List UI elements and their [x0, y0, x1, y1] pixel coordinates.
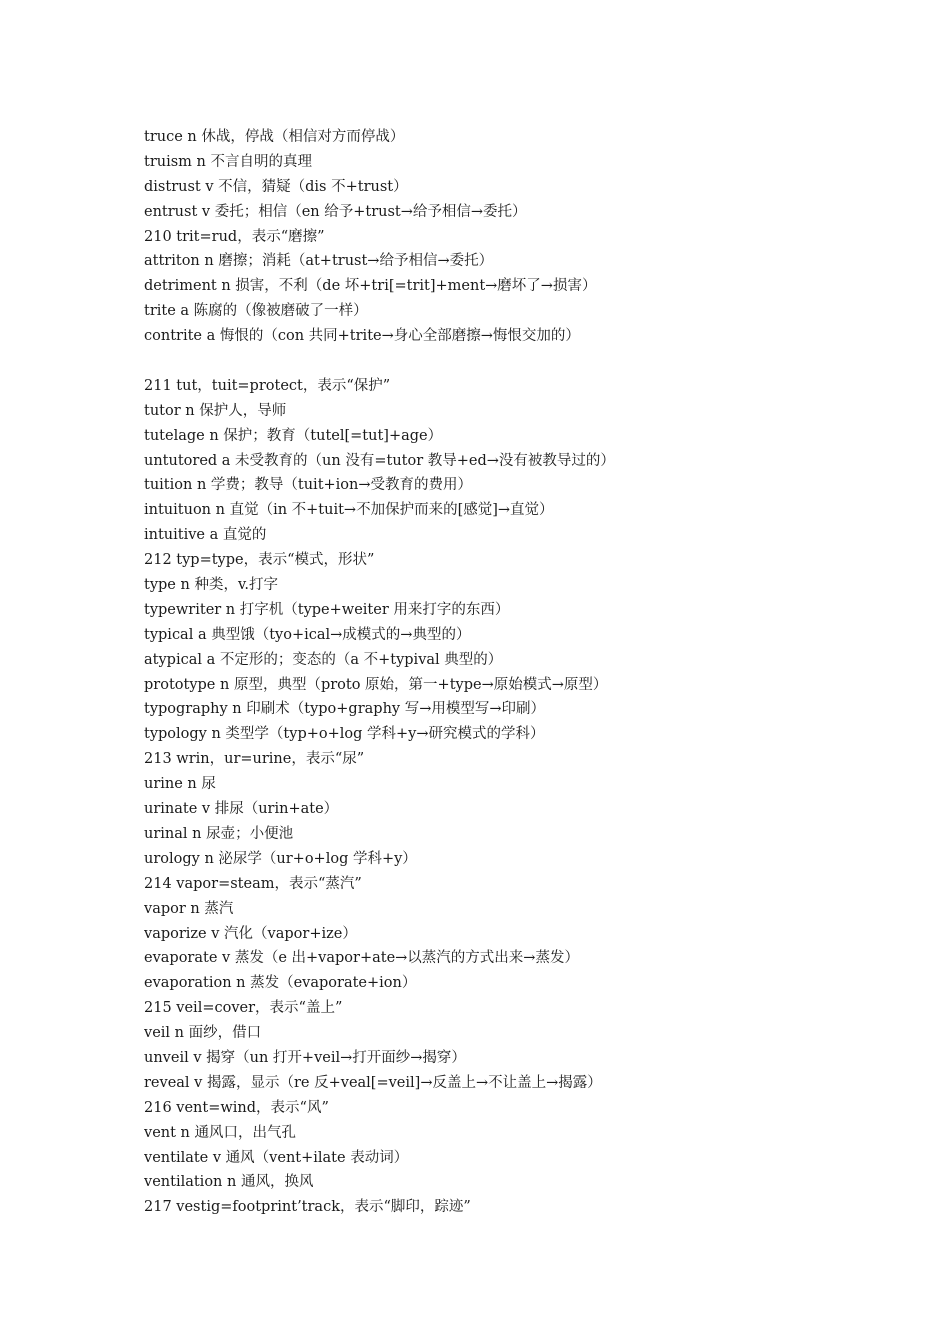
text-line: typical a 典型饿（tyo+ical→成模式的→典型的） [144, 626, 471, 643]
text-line: atypical a 不定形的；变态的（a 不+typival 典型的） [144, 651, 503, 668]
section-heading: 213 wrin，ur=urine，表示“尿” [144, 751, 365, 768]
vocabulary-text [144, 125, 904, 1220]
text-line: vapor n 蒸汽 [144, 900, 234, 917]
section-heading: 212 typ=type，表示“模式，形状” [144, 552, 375, 569]
text-line: trite a 陈腐的（像被磨破了一样） [144, 303, 368, 320]
section-heading: 210 trit=rud，表示“磨擦” [144, 228, 325, 245]
text-line: typewriter n 打字机（type+weiter 用来打字的东西） [144, 601, 510, 618]
text-line: typography n 印刷术（typo+graphy 写→用模型写→印刷） [144, 701, 546, 718]
text-line: urine n 尿 [144, 776, 216, 793]
text-line: evaporate v 蒸发（e 出+vapor+ate→以蒸汽的方式出来→蒸发） [144, 950, 579, 967]
text-line: truce n 休战，停战（相信对方而停战） [144, 129, 405, 145]
text-line: typology n 类型学（typ+o+log 学科+y→研究模式的学科） [144, 726, 545, 743]
text-line: intuituon n 直觉（in 不+tuit→不加保护而来的[感觉]→直觉） [144, 502, 554, 519]
section-heading: 216 vent=wind，表示“风” [144, 1099, 329, 1116]
text-line: evaporation n 蒸发（evaporate+ion） [144, 975, 417, 992]
section-heading: 211 tut，tuit=protect，表示“保护” [144, 377, 391, 394]
text-line: reveal v 揭露，显示（re 反+veal[=veil]→反盖上→不让盖上→揭露） [144, 1074, 602, 1091]
text-line: contrite a 悔恨的（con 共同+trite→身心全部磨擦→悔恨交加的） [144, 328, 580, 345]
text-line: tutor n 保护人，导师 [144, 402, 287, 419]
text-line: veil n 面纱，借口 [144, 1025, 262, 1042]
text-line: urinate v 排尿（urin+ate） [144, 801, 339, 818]
text-line: vent n 通风口，出气孔 [144, 1124, 296, 1141]
text-line: intuitive a 直觉的 [144, 527, 267, 544]
blank-line [144, 349, 904, 374]
text-line: ventilation n 通风，换风 [144, 1174, 314, 1191]
text-line: prototype n 原型，典型（proto 原始，第一+type→原始模式→原型） [144, 676, 608, 693]
text-line: unveil v 揭穿（un 打开+veil→打开面纱→揭穿） [144, 1049, 466, 1066]
text-line: urology n 泌尿学（ur+o+log 学科+y） [144, 850, 417, 867]
text-line: tuition n 学费；教导（tuit+ion→受教育的费用） [144, 477, 473, 494]
text-line: type n 种类，v.打字 [144, 577, 279, 594]
text-line: vaporize v 汽化（vapor+ize） [144, 925, 357, 942]
section-heading: 214 vapor=steam，表示“蒸汽” [144, 875, 362, 892]
section-heading: 215 veil=cover，表示“盖上” [144, 1000, 343, 1017]
text-line: untutored a 未受教育的（un 没有=tutor 教导+ed→没有被教导过的） [144, 452, 615, 469]
text-line: attriton n 磨擦；消耗（at+trust→给予相信→委托） [144, 253, 494, 270]
text-line: detriment n 损害，不利（de 坏+tri[=trit]+ment→磨坏了→损害） [144, 278, 597, 295]
text-line: distrust v 不信，猜疑（dis 不+trust） [144, 178, 408, 195]
text-line: entrust v 委托；相信（en 给予+trust→给予相信→委托） [144, 203, 527, 220]
text-line: ventilate v 通风（vent+ilate 表动词） [144, 1149, 409, 1166]
text-line: tutelage n 保护；教育（tutel[=tut]+age） [144, 427, 443, 444]
section-heading: 217 vestig=footprint’track，表示“脚印，踪迹” [144, 1199, 471, 1216]
text-line: truism n 不言自明的真理 [144, 153, 312, 170]
text-line: urinal n 尿壶；小便池 [144, 825, 294, 842]
